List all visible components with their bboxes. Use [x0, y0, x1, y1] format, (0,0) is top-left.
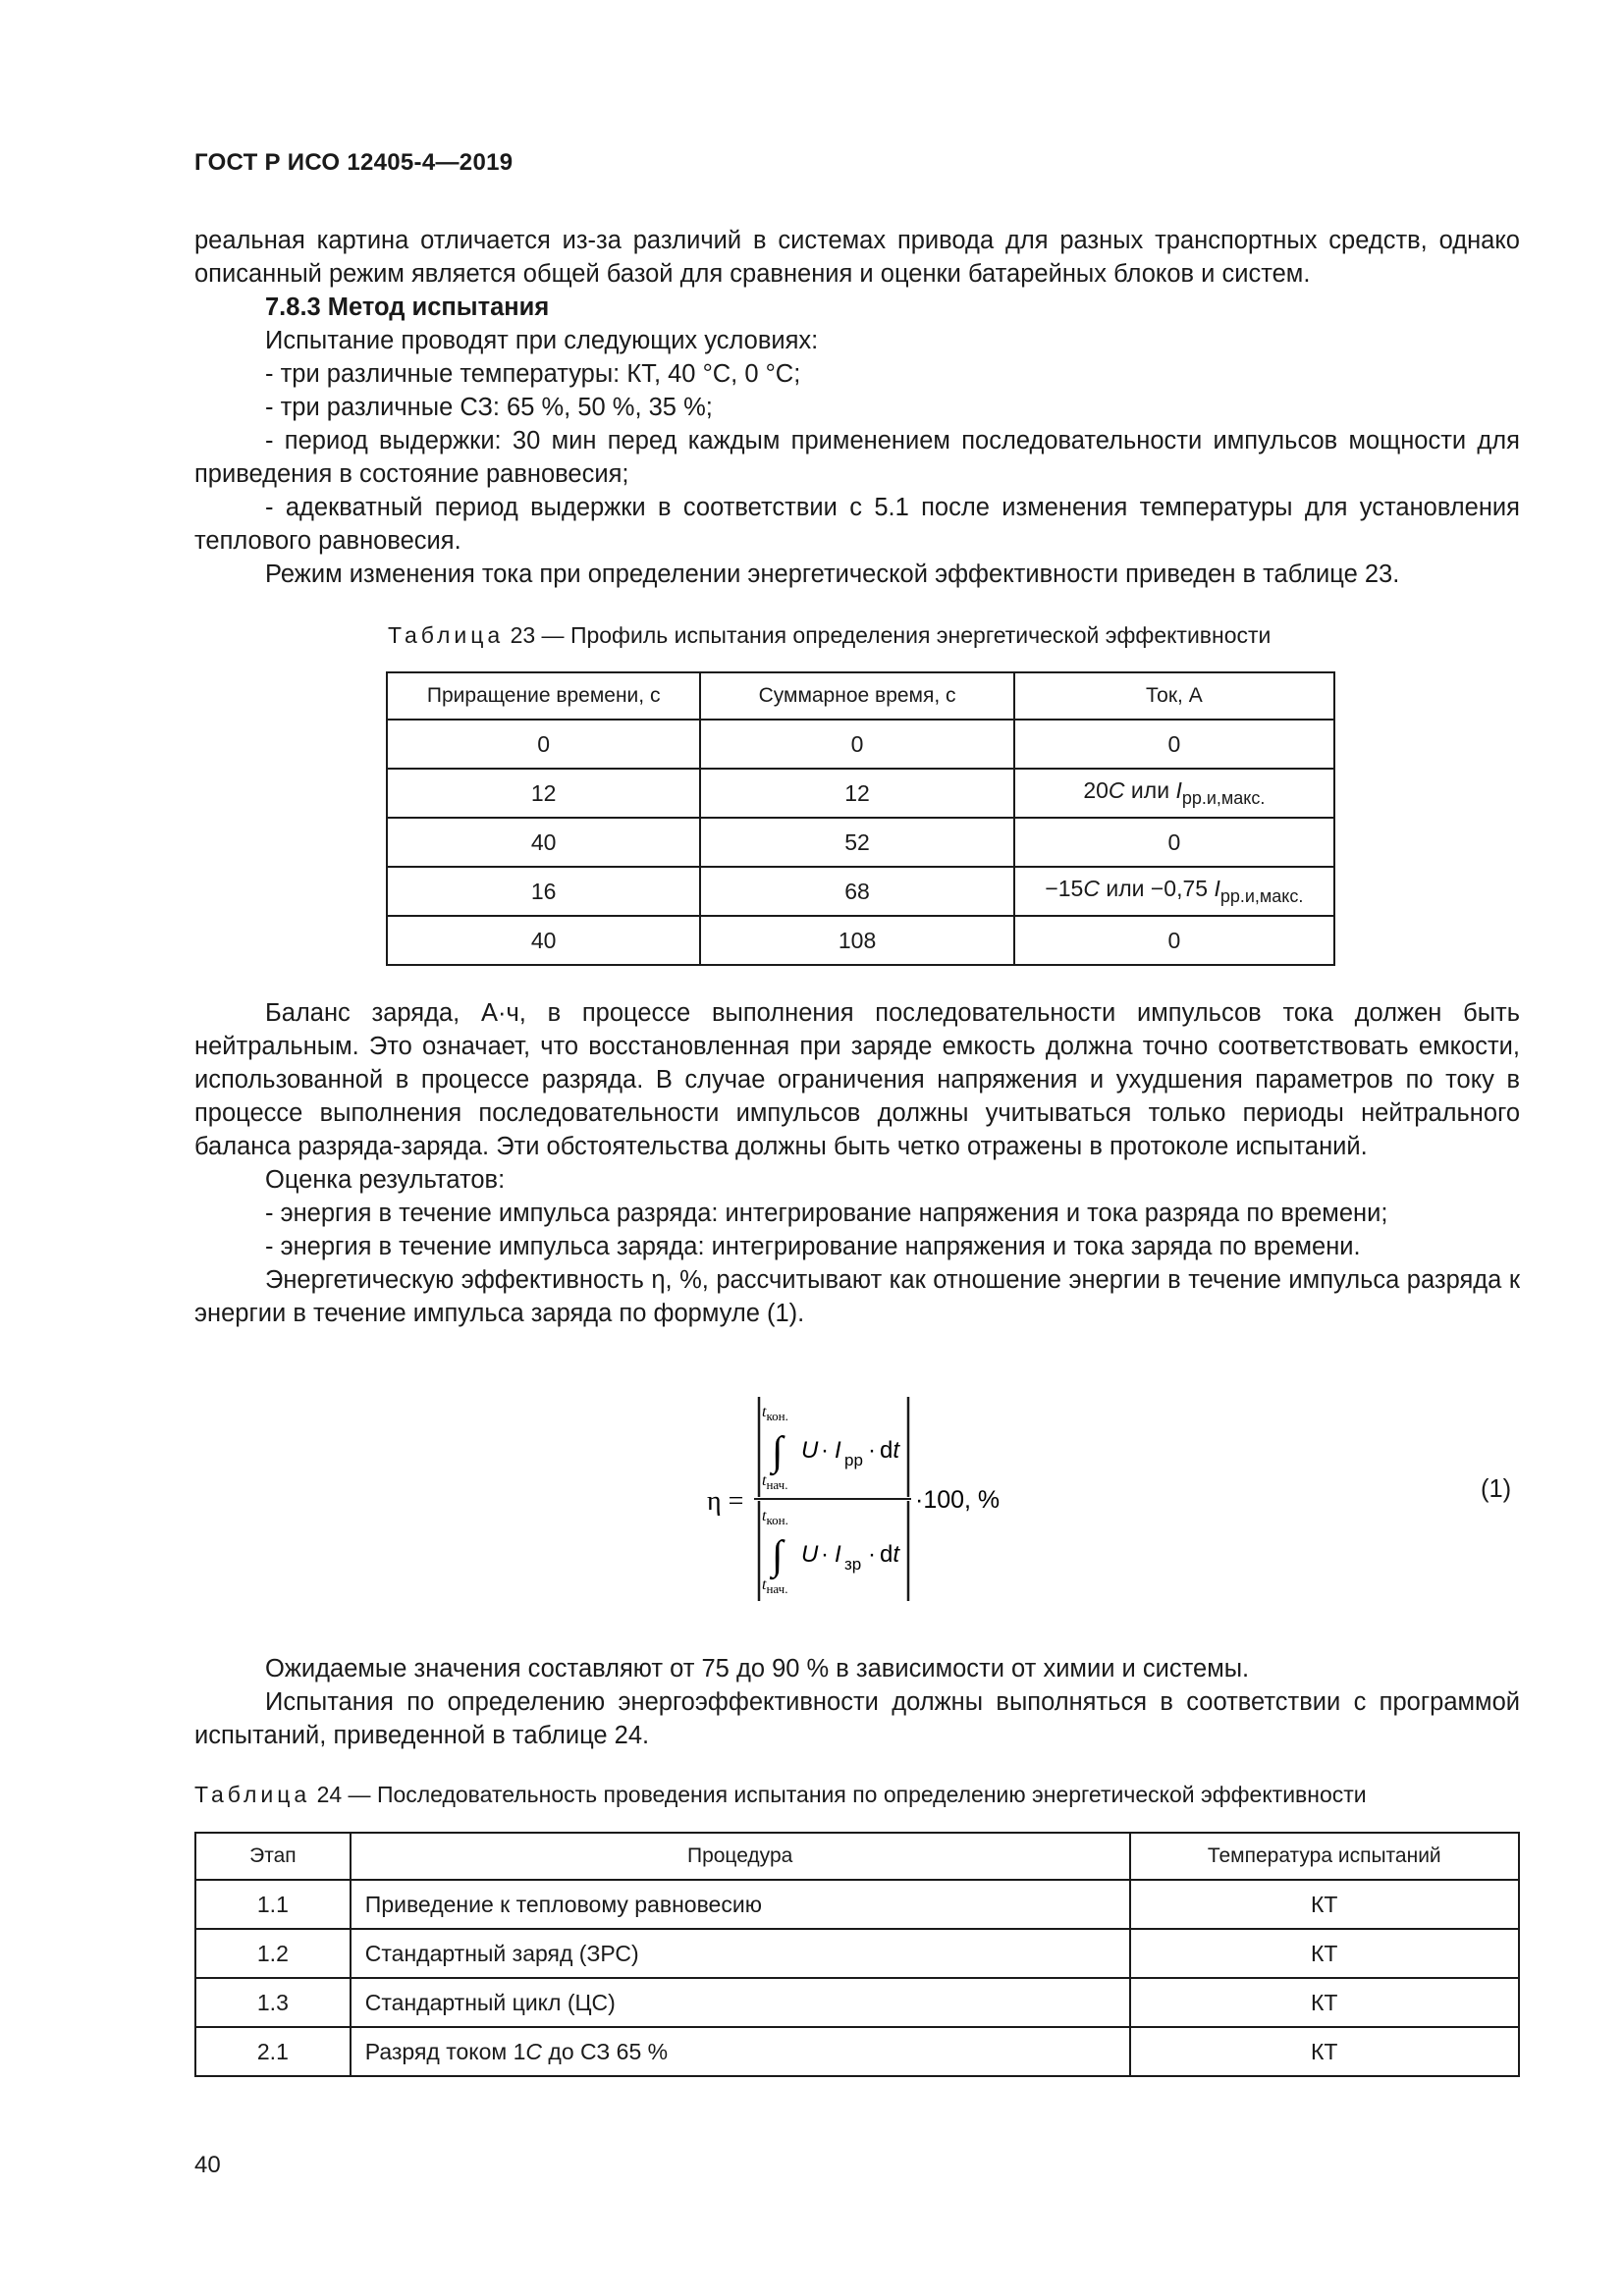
- conditions-lead: Испытание проводят при следующих условиях:: [265, 327, 819, 354]
- denominator-dt: dt: [880, 1541, 900, 1568]
- table-cell: 0: [700, 720, 1013, 769]
- table-cell: 40: [387, 916, 700, 965]
- table-cell: КТ: [1130, 1880, 1519, 1929]
- table-row: [195, 1880, 1519, 1929]
- header-cell: Этап: [195, 1833, 351, 1880]
- table-row: [387, 769, 1334, 818]
- lower-limit: $t_{нач.}$: [762, 1472, 788, 1492]
- integral-sign: ∫: [772, 1429, 784, 1474]
- table-cell: 16: [387, 867, 700, 916]
- table-row: [195, 1929, 1519, 1978]
- header-cell: Приращение времени, с: [387, 672, 700, 720]
- condition-item: - три различные СЗ: 65 %, 50 %, 35 %;: [265, 394, 713, 421]
- table23: [386, 671, 1335, 966]
- after-formula-section: [194, 1652, 1520, 1752]
- evaluation-item: - энергия в течение импульса заряда: интегрирование напряжения и тока заряда по времени.: [265, 1233, 1361, 1260]
- table-cell: 40: [387, 818, 700, 867]
- table-header-row: [387, 672, 1334, 720]
- document-header: ГОСТ Р ИСО 12405-4—2019: [194, 149, 514, 176]
- table-cell: 1.2: [195, 1929, 351, 1978]
- table-cell: 52: [700, 818, 1013, 867]
- denominator-dot-2: ·: [868, 1541, 876, 1568]
- table24-caption: Таблица 24 — Последовательность проведения испытания по определению энергетической эффективности: [194, 1782, 1367, 1807]
- header-cell: Температура испытаний: [1130, 1833, 1519, 1880]
- numerator-dot: ·: [821, 1437, 829, 1464]
- integral-sign-denominator: ∫: [772, 1533, 784, 1578]
- table-cell: 0: [1014, 720, 1334, 769]
- condition-item: - адекватный период выдержки в соответствии с 5.1 после изменения температуры для установления теплового равновесия.: [194, 494, 1520, 555]
- numerator-dt: dt: [880, 1437, 900, 1464]
- section-heading: 7.8.3 Метод испытания: [265, 294, 550, 321]
- table-cell: КТ: [1130, 1929, 1519, 1978]
- table-cell: 108: [700, 916, 1013, 965]
- table-cell: 12: [700, 769, 1013, 818]
- table-row: [195, 1978, 1519, 2027]
- table23-caption: Таблица 23 — Профиль испытания определения энергетической эффективности: [388, 622, 1272, 648]
- numerator-sub: рр: [844, 1451, 863, 1469]
- header-cell: Процедура: [351, 1833, 1130, 1880]
- lower-limit-denominator: $t_{нач.}$: [762, 1576, 788, 1596]
- table-row: [195, 2027, 1519, 2076]
- page-number: 40: [194, 2152, 221, 2178]
- table-cell: 0: [387, 720, 700, 769]
- efficiency-formula: [697, 1379, 1384, 1615]
- table-cell: Стандартный цикл (ЦС): [351, 1978, 1130, 2027]
- denominator-u: U: [801, 1541, 819, 1568]
- table-cell-procedure: Разряд током 1C до СЗ 65 %: [351, 2027, 1130, 2076]
- condition-item: - три различные температуры: КТ, 40 °С, 0 °С;: [265, 360, 801, 388]
- table-cell-current: −15C или −0,75 $I_{рр.и,макс.}$: [1014, 867, 1334, 916]
- evaluation-lead: Оценка результатов:: [265, 1166, 506, 1194]
- condition-item: - период выдержки: 30 мин перед каждым применением последовательности импульсов мощности для приведения в состояние равновесия;: [194, 427, 1520, 488]
- table-cell: 12: [387, 769, 700, 818]
- intro-section: [194, 224, 1520, 591]
- upper-limit: $t_{кон.}$: [762, 1404, 788, 1423]
- table-cell: 0: [1014, 916, 1334, 965]
- formula-multiplier: ·100, %: [915, 1486, 1001, 1514]
- table-row: [387, 916, 1334, 965]
- table-header-row: [195, 1833, 1519, 1880]
- equation-number: (1): [1481, 1475, 1512, 1503]
- table-cell: 68: [700, 867, 1013, 916]
- denominator-i: I: [835, 1541, 841, 1568]
- upper-limit-denominator: $t_{кон.}$: [762, 1508, 788, 1527]
- balance-section: [194, 996, 1520, 1330]
- table-row: [387, 818, 1334, 867]
- header-cell: Суммарное время, с: [700, 672, 1013, 720]
- denominator-sub: зр: [844, 1555, 862, 1574]
- program-paragraph: Испытания по определению энергоэффективности должны выполняться в соответствии с программой испытаний, приведенной в таблице 24.: [194, 1688, 1520, 1749]
- numerator-i: I: [835, 1437, 841, 1464]
- table-cell: 1.3: [195, 1978, 351, 2027]
- table-row: [387, 867, 1334, 916]
- efficiency-paragraph: Энергетическую эффективность η, %, рассчитывают как отношение энергии в течение импульса разряда к энергии в течение импульса заряда по формуле (1).: [194, 1266, 1520, 1327]
- numerator-u: U: [801, 1437, 819, 1464]
- table-cell: КТ: [1130, 2027, 1519, 2076]
- table-cell: Приведение к тепловому равновесию: [351, 1880, 1130, 1929]
- header-cell: Ток, А: [1014, 672, 1334, 720]
- table-cell: КТ: [1130, 1978, 1519, 2027]
- table-cell-current: 20C или $I_{рр.и,макс.}$: [1014, 769, 1334, 818]
- evaluation-item: - энергия в течение импульса разряда: интегрирование напряжения и тока разряда по времени;: [265, 1200, 1388, 1227]
- table-cell: 2.1: [195, 2027, 351, 2076]
- table-cell: Стандартный заряд (ЗРС): [351, 1929, 1130, 1978]
- table-row: [387, 720, 1334, 769]
- table-reference: Режим изменения тока при определении энергетической эффективности приведен в таблице 23.: [265, 561, 1400, 588]
- formula-lhs: η =: [707, 1486, 744, 1517]
- table-cell: 1.1: [195, 1880, 351, 1929]
- continuation-paragraph: реальная картина отличается из-за различий в системах привода для разных транспортных средств, однако описанный режим является общей базой для сравнения и оценки батарейных блоков и систем.: [194, 227, 1520, 288]
- table24: [194, 1832, 1520, 2077]
- expected-values: Ожидаемые значения составляют от 75 до 90 % в зависимости от химии и системы.: [265, 1655, 1250, 1682]
- balance-paragraph: Баланс заряда, А·ч, в процессе выполнения последовательности импульсов тока должен быть нейтральным. Это означает, что восстановленная при заряде емкость должна точно соответствовать емкости, использованной в процессе разряда. В случае ограничения напряжения и ухудшения параметров по току в процессе выполнения последовательности импульсов должны учитываться только периоды нейтрального баланса разряда-заряда. Эти обстоятельства должны быть четко отражены в протоколе испытаний.: [194, 999, 1520, 1160]
- table-cell: 0: [1014, 818, 1334, 867]
- numerator-dot-2: ·: [868, 1437, 876, 1464]
- denominator-dot: ·: [821, 1541, 829, 1568]
